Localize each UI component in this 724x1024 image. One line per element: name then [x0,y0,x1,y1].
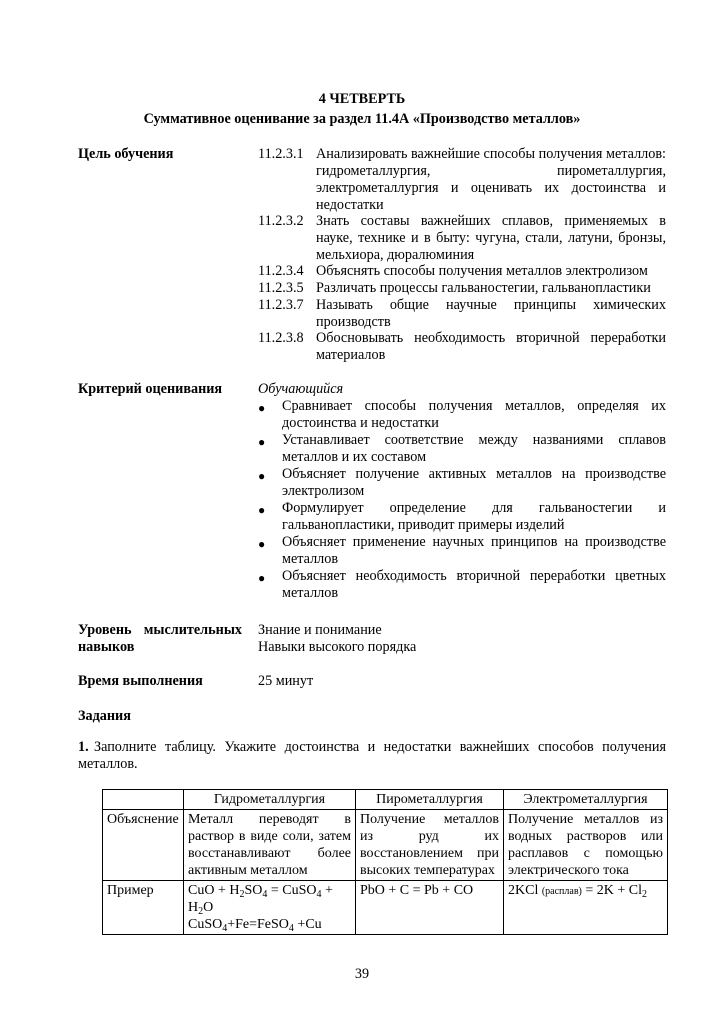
skills-label-line1: Уровень мыслительных [78,622,242,638]
objectives-label: Цель обучения [78,146,174,162]
table-cell [184,881,356,935]
objective-code: 11.2.3.1 [258,146,304,162]
skills-value: Знание и понимание [258,622,382,638]
table-header-cell: Гидрометаллургия [184,790,356,810]
task-text: Заполните таблицу. Укажите достоинства и недостатки важнейших способов получения металлов. [78,739,666,772]
time-label: Время выполнения [78,673,203,689]
criteria-intro: Обучающийся [258,381,344,397]
objective-code: 11.2.3.8 [258,330,304,346]
objective-code: 11.2.3.7 [258,297,304,313]
table-cell: Получение металлов из водных растворов или расплавов с помощью электрического тока [504,810,668,881]
row-label: Пример [103,881,184,935]
row-label: Объяснение [103,810,184,881]
quarter-heading: 4 ЧЕТВЕРТЬ [318,91,406,107]
objective-code: 11.2.3.4 [258,263,304,279]
bullet-icon: ● [258,469,266,483]
table-header-row [103,790,668,810]
bullet-icon: ● [258,537,266,551]
bullet-icon: ● [258,435,266,449]
objective-code: 11.2.3.5 [258,280,304,296]
criteria-label: Критерий оценивания [78,381,223,397]
table-cell: Получение металлов из руд их восстановлением при высоких температурах [356,810,504,881]
objective-text: Различать процессы гальваностегии, гальванопластики [316,280,651,296]
methods-table [102,789,668,935]
objective-code: 11.2.3.2 [258,213,304,229]
equation-line: CuO + $H_2SO_4$ = CuSO$_4$ + [188,883,333,900]
skills-value: Навыки высокого порядка [258,639,417,655]
table-cell: 2KCl (расплав) = $2K + Cl_2$ [504,881,668,935]
bullet-icon: ● [258,503,266,517]
bullet-icon: ● [258,571,266,585]
table-header-cell: Электрометаллургия [504,790,668,810]
tasks-label: Задания [78,708,131,724]
criteria-item: Устанавливает соответствие между названиями сплавов металлов и их составом [282,432,666,465]
table-row [103,810,668,881]
table-header-cell: Пирометаллургия [356,790,504,810]
table-cell: PbO + C = Pb + CO [356,881,504,935]
criteria-item: Объясняет необходимость вторичной переработки цветных металлов [282,568,666,601]
objective-text: Объяснять способы получения металлов электролизом [316,263,648,279]
criteria-item: Сравнивает способы получения металлов, определяя их достоинства и недостатки [282,398,666,431]
criteria-item: Объясняет получение активных металлов на производстве электролизом [282,466,666,499]
bullet-icon: ● [258,401,266,415]
table-row [103,881,668,935]
equation-line: $H_2O$ [188,900,214,917]
criteria-item: Формулирует определение для гальваностегии и гальванопластики, приводит примеры изделий [282,500,666,533]
equation-line: CuSO$_4$+Fe=FeSO$_4$ +Cu [188,917,322,934]
criteria-item: Объясняет применение научных принципов на производстве металлов [282,534,666,567]
objective-text: Анализировать важнейшие способы получения металлов: гидрометаллургия, пирометаллургия, электрометаллургия и оценивать их достоинства и недостатки [316,146,666,213]
objective-text: Называть общие научные принципы химических производств [316,297,666,330]
objective-text: Обосновывать необходимость вторичной переработки материалов [316,330,666,363]
objective-text: Знать составы важнейших сплавов, применяемых в науке, технике и в быту: чугуна, стали, латуни, бронзы, мельхиора, дюралюминия [316,213,666,263]
time-value: 25 минут [258,673,314,689]
table-cell: Металл переводят в раствор в виде соли, затем восстанавливают более активным металлом [184,810,356,881]
page-number: 39 [354,966,370,982]
task-number: 1. [78,739,89,755]
page-title: Суммативное оценивание за раздел 11.4А «Производство металлов» [143,111,581,127]
skills-label-line2: навыков [78,639,135,655]
table-header-cell [103,790,184,810]
